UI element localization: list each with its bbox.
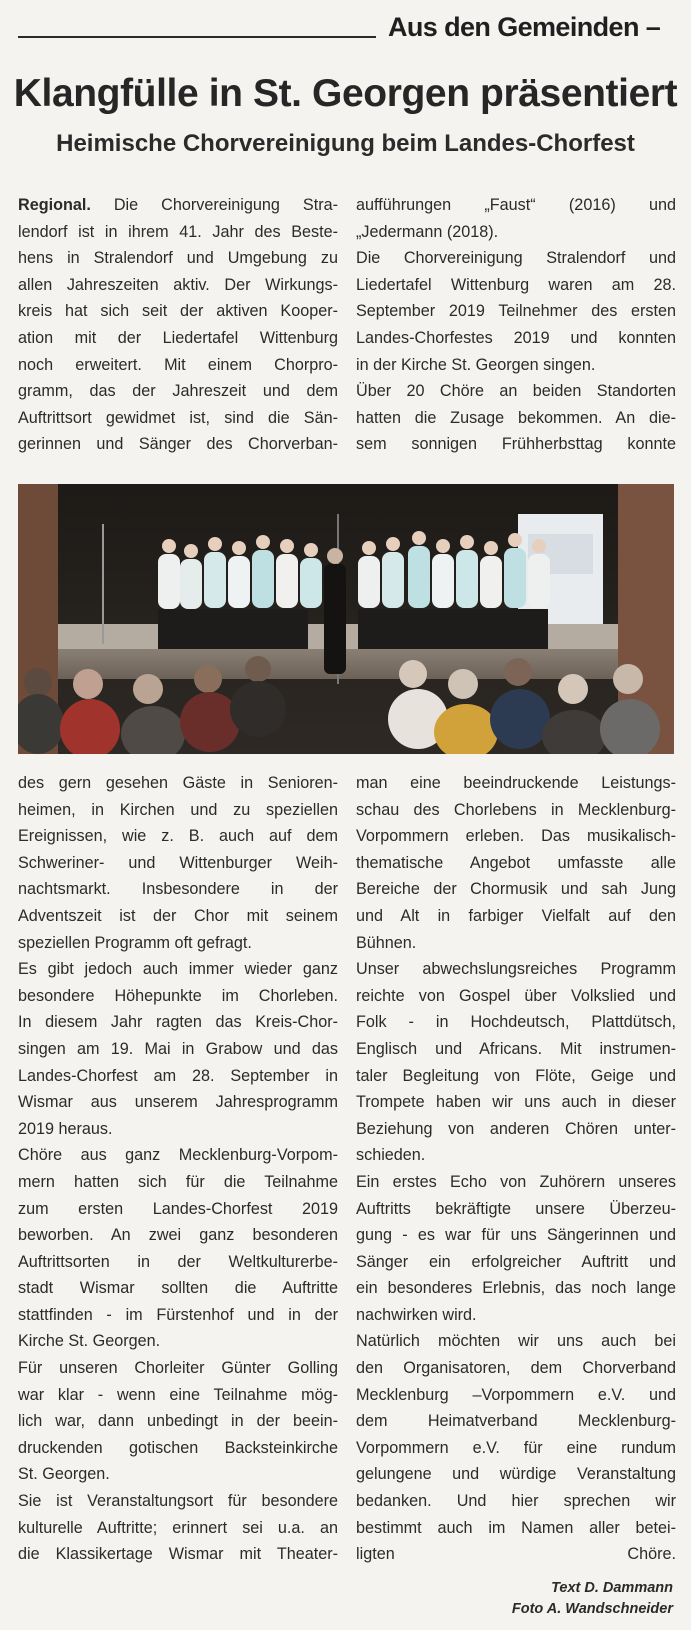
text-line: Beziehung von anderen Chören unter- <box>356 1119 676 1138</box>
text-line: Bühnen. <box>356 933 417 952</box>
text-line: reichte von Gospel über Volkslied und <box>356 986 676 1005</box>
text-line: heimen, in Kirchen und zu speziellen <box>18 800 338 819</box>
text-line: bestimmt auch im Namen aller betei- <box>356 1518 676 1537</box>
text-line: Folk - in Hochdeutsch, Plattdütsch, <box>356 1013 676 1032</box>
column-1-bottom <box>18 770 338 1568</box>
text-line: 2019 heraus. <box>18 1119 113 1138</box>
text-line: Landes-Chorfestes 2019 und konnten <box>356 328 676 347</box>
text-line: speziellen Programm oft gefragt. <box>18 933 252 952</box>
text-line: Auftrittsorten in der Weltkulturerbe- <box>18 1252 338 1271</box>
text-line: des gern gesehen Gäste in Senioren- <box>18 774 338 792</box>
author-credit: Text D. Dammann <box>551 1580 673 1596</box>
text-line: singen am 19. Mai in Grabow und das <box>18 1039 338 1058</box>
text-line: Über 20 Chöre an beiden Standorten <box>356 382 676 401</box>
text-line: Wismar aus unserem Jahresprogramm <box>18 1093 338 1112</box>
text-line: den Organisatoren, dem Chorverband <box>356 1359 676 1378</box>
text-line: lich war, dann unbedingt in der beein- <box>18 1412 338 1431</box>
rubric-rule <box>18 36 376 38</box>
text-line: man eine beeindruckende Leistungs- <box>356 774 676 792</box>
text-line: Für unseren Chorleiter Günter Golling <box>18 1359 338 1378</box>
text-line: sem sonnigen Frühherbsttag konnte <box>356 435 676 454</box>
text-line: taler Begleitung von Flöte, Geige und <box>356 1066 676 1085</box>
text-line: Vorpommern erleben. Das musikalisch- <box>356 827 676 846</box>
text-line <box>18 192 338 219</box>
text-line: Auftritts bekräftigte unsere Überzeu- <box>356 1199 676 1218</box>
text-line-content: Die Chorvereinigung Stra- <box>90 196 338 214</box>
text-line: hatten die Zusage bekommen. An die- <box>356 408 676 427</box>
text-line: lendorf ist in ihrem 41. Jahr des Beste- <box>18 222 338 241</box>
text-line: Schweriner- und Wittenburger Weih- <box>18 853 338 872</box>
text-line: war klar - wenn eine Teilnahme mög- <box>18 1385 338 1404</box>
text-line: gelungene und würdige Veranstaltung <box>356 1465 676 1484</box>
text-line: Adventszeit ist der Chor mit seinem <box>18 906 338 925</box>
text-line: in der Kirche St. Georgen singen. <box>356 355 596 374</box>
text-line: gung - es war für uns Sängerinnen und <box>356 1226 676 1245</box>
section-rubric: Aus den Gemeinden – <box>388 12 661 42</box>
article-headline: Klangfülle in St. Georgen präsentiert <box>13 72 678 115</box>
text-line: Englisch und Africans. Mit instrumen- <box>356 1039 676 1058</box>
text-line: nachwirken wird. <box>356 1305 477 1324</box>
choir-photo-image <box>18 484 674 754</box>
text-line: Vorpommern e.V. für eine rundum <box>356 1438 676 1457</box>
text-line: stattfinden - im Fürstenhof und in der <box>18 1305 338 1324</box>
text-line: Die Chorvereinigung Stralendorf und <box>356 249 676 268</box>
text-line: schau des Chorlebens in Mecklenburg- <box>356 800 676 819</box>
column-2-bottom <box>356 770 676 1568</box>
text-line: Sie ist Veranstaltungsort für besondere <box>18 1492 338 1511</box>
text-line: Bereiche der Chormusik und sah Jung <box>356 880 676 899</box>
text-line: und Alt in farbiger Vielfalt auf den <box>356 906 676 925</box>
column-2-top <box>356 192 676 458</box>
text-line: Chöre aus ganz Mecklenburg-Vorpom- <box>18 1146 338 1165</box>
text-line: aufführungen „Faust“ (2016) und <box>356 196 676 214</box>
text-line: allen Jahreszeiten aktiv. Der Wirkungs- <box>18 275 338 294</box>
text-line: Unser abwechslungsreiches Programm <box>356 960 676 979</box>
text-line: „Jedermann (2018). <box>356 222 499 241</box>
text-line: Es gibt jedoch auch immer wieder ganz <box>18 960 338 979</box>
text-line: ation mit der Liedertafel Wittenburg <box>18 328 338 347</box>
text-line: thematische Angebot umfasste alle <box>356 853 676 872</box>
lead-word: Regional. <box>18 196 91 214</box>
text-line: Landes-Chorfest am 28. September in <box>18 1066 338 1085</box>
text-line: St. Georgen. <box>18 1465 110 1484</box>
photo-credit: Foto A. Wandschneider <box>511 1601 673 1617</box>
text-line: Ereignissen, wie z. B. auch auf dem <box>18 827 338 846</box>
text-line: stadt Wismar sollten die Auftritte <box>18 1279 338 1298</box>
text-line: Trompete haben wir uns auch in dieser <box>356 1093 676 1112</box>
text-line: kulturelle Auftritte; erinnert sei u.a. an <box>18 1518 338 1537</box>
text-line: Auftrittsort gewidmet ist, sind die Sän- <box>18 408 338 427</box>
text-line: besondere Höhepunkte im Chorleben. <box>18 986 338 1005</box>
text-line: noch erweitert. Mit einem Chorpro- <box>18 355 338 374</box>
text-line: Kirche St. Georgen. <box>18 1332 161 1351</box>
text-line: mern hatten sich für die Teilnahme <box>18 1172 338 1191</box>
text-line: Natürlich möchten wir uns auch bei <box>356 1332 676 1351</box>
article-subheadline: Heimische Chorvereinigung beim Landes-Chorfest <box>56 130 635 157</box>
text-line: nachtsmarkt. Insbesondere in der <box>18 880 338 899</box>
text-line: gerinnen und Sänger des Chorverban- <box>18 435 338 454</box>
text-line: ein besonderes Erlebnis, das noch lange <box>356 1279 676 1298</box>
text-line: beworben. An zwei ganz besonderen <box>18 1226 338 1245</box>
choir-photo <box>18 484 674 754</box>
text-line: Ein erstes Echo von Zuhörern unseres <box>356 1172 676 1191</box>
text-line: In diesem Jahr ragten das Kreis-Chor- <box>18 1013 338 1032</box>
column-1-top <box>18 192 338 458</box>
text-line: hens in Stralendorf und Umgebung zu <box>18 249 338 268</box>
text-line: ligten Chöre. <box>356 1545 676 1564</box>
text-line: kreis hat sich seit der aktiven Kooper- <box>18 302 338 321</box>
text-line: dem Heimatverband Mecklenburg- <box>356 1412 676 1431</box>
text-line: Liedertafel Wittenburg waren am 28. <box>356 275 676 294</box>
text-line: zum ersten Landes-Chorfest 2019 <box>18 1199 338 1218</box>
text-line: September 2019 Teilnehmer des ersten <box>356 302 676 321</box>
text-line: die Klassikertage Wismar mit Theater- <box>18 1545 338 1564</box>
text-line: bedanken. Und hier sprechen wir <box>356 1492 676 1511</box>
text-line: schieden. <box>356 1146 426 1165</box>
text-line: gramm, das der Jahreszeit und dem <box>18 382 338 401</box>
text-line: Sänger ein erfolgreicher Auftritt und <box>356 1252 676 1271</box>
text-line: Mecklenburg –Vorpommern e.V. und <box>356 1385 676 1404</box>
text-line: druckenden gotischen Backsteinkirche <box>18 1438 338 1457</box>
